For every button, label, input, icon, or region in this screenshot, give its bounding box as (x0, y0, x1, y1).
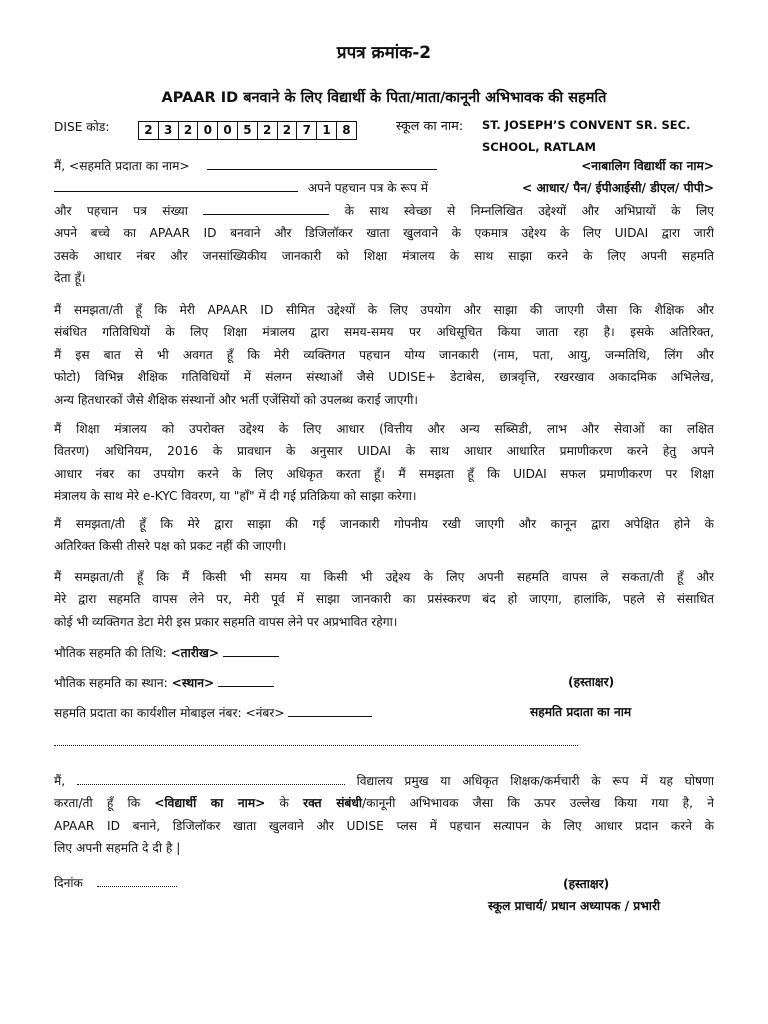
id-number-line (54, 200, 714, 222)
consent-place-row (54, 672, 274, 691)
consent-paragraph-2 (54, 299, 714, 411)
dise-code-boxes (138, 121, 357, 140)
dise-digit-6: 2 (258, 122, 278, 139)
declaration-name-blank[interactable] (77, 772, 345, 785)
para4-line2: अतिरिक्त किसी तीसरे पक्ष को प्रकट नहीं की जाएगी। (54, 539, 287, 554)
provider-signature-label: (हस्ताक्षर) (568, 675, 615, 689)
para1-line6: देता हूँ। (54, 270, 86, 285)
dise-digit-1: 3 (159, 122, 179, 139)
para1-line5: उसके आधार नंबर और जनसांख्यिकीय जानकारी को शिक्षा मंत्रालय के साथ साझा करने के लिए अपनी सहमति (54, 248, 714, 263)
consent-provider-name: मैं, <सहमति प्रदाता का नाम> (54, 159, 190, 173)
para2-line4: फोटो) विभिन्न शैक्षिक गतिविधियों में संलग्न संस्थाओं जैसे UDISE+ डेटाबेस, छात्रवृत्ति, रखरखाव अकादमिक अभिलेख, (54, 370, 714, 385)
declaration-l2a: करता/ती हूँ कि (54, 796, 141, 811)
declaration-date-row (54, 874, 177, 891)
school-name-line1: ST. JOSEPH’S CONVENT SR. SEC. (482, 118, 691, 132)
declaration-relation: रक्त संबंधी (303, 796, 363, 811)
para2-line3: मैं इस बात से भी अवगत हूँ कि मेरी व्यक्तिगत पहचान योग्य जानकारी (नाम, पता, आयु, जन्मतिथि, लिंग और (54, 347, 714, 362)
declaration-line1 (54, 770, 714, 792)
declaration-role-text: विद्यालय प्रमुख या अधिकृत शिक्षक/कर्मचारी के रूप में यह घोषणा (356, 774, 714, 788)
para2-line5: अन्य हितधारकों जैसे शैक्षिक संस्थानों और भर्ती एजेंसियों को उपलब्ध कराई जाएगी। (54, 392, 419, 407)
dise-digit-5: 5 (238, 122, 258, 139)
id-type-text: अपने पहचान पत्र के रूप में (307, 181, 428, 196)
consent-place-placeholder: <स्थान> (171, 676, 215, 690)
para3-line1: मैं शिक्षा मंत्रालय को उपरोक्त उद्देश्य के लिए आधार (वित्तीय और अन्य सब्सिडी, लाभ और सेवाओं का लक्षित (54, 422, 714, 436)
consent-date-label: भौतिक सहमति की तिथि: (54, 646, 167, 660)
school-label: स्कूल का नाम: (396, 119, 464, 134)
form-subtitle: APAAR ID बनवाने के लिए विद्यार्थी के पिता/माता/कानूनी अभिभावक की सहमति (161, 90, 607, 106)
dise-digit-0: 2 (139, 122, 159, 139)
dise-digit-7: 2 (278, 122, 298, 139)
id-type-options: < आधार/ पैन/ ईपीआईसी/ डीएल/ पीपी> (522, 181, 714, 196)
declaration-l2e: /कानूनी अभिभावक जैसा कि ऊपर उल्लेख किया गया है, ने (362, 796, 714, 811)
id-number-text: के साथ स्वेच्छा से निम्नलिखित उद्देश्यों और अभिप्रायों के लिए (344, 203, 714, 218)
declaration-date-label: दिनांक (54, 876, 83, 890)
para5-line2: मेरे द्वारा सहमति वापस लेने पर, मेरी पूर्व में साझा जानकारी का प्रसंस्करण बंद हो जाएगा, हालांकि, पहले से संसाधित (54, 592, 714, 607)
para3-line3: आधार नंबर का उपयोग करने के लिए अधिकृत करता हूँ। मैं समझता हूँ कि UIDAI सफल प्रमाणीकरण पर शिक्षा (54, 466, 714, 481)
consent-paragraph-5 (54, 566, 714, 633)
dotted-separator (54, 745, 578, 746)
para3-line4: मंत्रालय के साथ मेरे e-KYC विवरण, या "हाँ" में दी गई प्रतिक्रिया को साझा करेगा। (54, 489, 417, 504)
consent-place-blank[interactable] (218, 672, 274, 687)
dise-digit-2: 2 (179, 122, 199, 139)
id-number-label: और पहचान पत्र संख्या (54, 203, 188, 218)
provider-name-label: सहमति प्रदाता का नाम (530, 705, 632, 719)
declaration-me: मैं, (54, 774, 66, 788)
id-type-blank[interactable] (54, 177, 298, 192)
declaration-l2c: के (279, 796, 289, 811)
dise-label: DISE कोड: (54, 120, 110, 134)
dise-digit-10: 8 (342, 123, 351, 137)
para3-line2: वितरण) अधिनियम, 2016 के प्रावधान के अनुसार UIDAI के साथ आधार आधारित प्रमाणीकरण करने हेतु अपने (54, 444, 714, 459)
para5-line3: कोई भी व्यक्तिगत डेटा मेरी इस प्रकार सहमति वापस लेने पर अप्रभावित रहेगा। (54, 614, 398, 629)
para2-line2: संबंधित गतिविधियों के लिए शिक्षा मंत्रालय द्वारा समय-समय पर अधिसूचित किया जाता रहा है। इसके अतिरिक्त, (54, 325, 714, 340)
para5-line1: मैं समझता/ती हूँ कि मैं किसी भी समय या किसी भी उद्देश्य के लिए अपनी सहमति वापस ले सकता/ती हूँ और (54, 570, 714, 584)
para4-line1: मैं समझता/ती हूँ कि मेरे द्वारा साझा की गई जानकारी गोपनीय रखी जाएगी और कानून द्वारा अपेक्षित होने के (54, 517, 714, 531)
declaration-line2 (54, 792, 714, 814)
id-number-blank[interactable] (203, 200, 329, 215)
para2-line1: मैं समझता/ती हूँ कि मेरी APAAR ID सीमित उद्देश्यों के लिए उपयोग और साझा की जाएगी जैसा कि शैक्षिक और (54, 303, 714, 317)
dise-digit-9: 1 (317, 122, 337, 139)
consent-paragraph-3 (54, 418, 714, 508)
declaration-line3: APAAR ID बनाने, डिजिलॉकर खाता खुलवाने और UDISE प्लस में पहचान सत्यापन के लिए आधार प्रदान करने के (54, 818, 714, 833)
consent-date-row (54, 642, 279, 661)
consent-mobile-row (54, 702, 372, 721)
principal-signature-label: (हस्ताक्षर) (563, 877, 610, 891)
dise-digit-3: 0 (198, 122, 218, 139)
declaration-line4: लिए अपनी सहमति दे दी है | (54, 841, 181, 856)
school-declaration (54, 770, 714, 860)
consent-paragraph-1 (54, 155, 714, 289)
dise-digit-8: 7 (297, 122, 317, 139)
consent-mobile-label: सहमति प्रदाता का कार्यशील मोबाइल नंबर: <नंबर> (54, 706, 285, 720)
consent-place-label: भौतिक सहमति का स्थान: (54, 676, 168, 690)
dise-digit-4: 0 (218, 122, 238, 139)
consent-mobile-blank[interactable] (288, 702, 372, 717)
consent-date-blank[interactable] (223, 642, 279, 657)
consent-paragraph-4 (54, 513, 714, 558)
student-name-placeholder: <नाबालिग विद्यार्थी का नाम> (581, 159, 714, 173)
consent-date-placeholder: <तारीख> (170, 646, 220, 660)
principal-title: स्कूल प्राचार्य/ प्रधान अध्यापक / प्रभारी (488, 899, 661, 913)
para1-line4: अपने बच्चे का APAAR ID बनवाने और डिजिलॉकर खाता खुलवाने के एकमात्र उद्देश्य के लिए UIDAI द्वारा जारी (54, 226, 714, 241)
provider-name-blank[interactable] (207, 155, 437, 170)
declaration-student-name: <विद्यार्थी का नाम> (154, 796, 266, 811)
declaration-date-blank[interactable] (97, 874, 177, 887)
school-name-line2: SCHOOL, RATLAM (482, 140, 596, 154)
form-title: प्रपत्र क्रमांक-2 (336, 43, 432, 63)
